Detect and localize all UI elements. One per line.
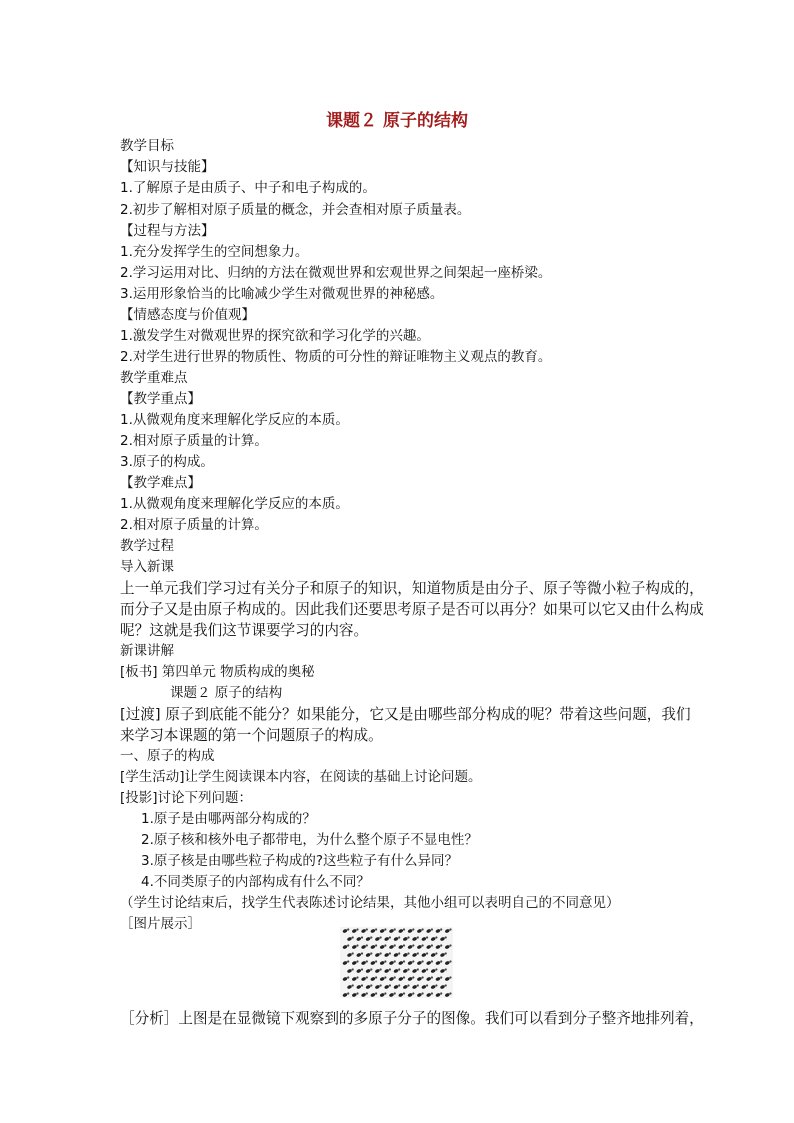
text-line: 2.相对原子质量的计算。	[120, 433, 268, 449]
text-line: 教学目标	[120, 138, 174, 154]
text-line: 导入新课	[120, 559, 174, 575]
text-line: 4.不同类原子的内部构成有什么不同？	[141, 874, 370, 890]
text-line: 【情感态度与价值观】	[120, 307, 255, 323]
molecule-pattern	[340, 927, 453, 998]
text-line: 2.学习运用对比、归纳的方法在微观世界和宏观世界之间架起一座桥梁。	[120, 265, 552, 281]
text-line: [学生活动]让学生阅读课本内容，在阅读的基础上讨论问题。	[120, 769, 482, 785]
text-line: 【过程与方法】	[120, 223, 215, 239]
molecule-microscope-image	[340, 927, 453, 998]
text-line: 来学习本课题的第一个问题原子的构成。	[120, 727, 383, 744]
text-line: 【教学难点】	[120, 475, 201, 491]
text-line: 新课讲解	[120, 643, 174, 659]
text-line: 3.原子核是由哪些粒子构成的?这些粒子有什么异同？	[141, 853, 459, 869]
text-line: 【知识与技能】	[120, 159, 215, 175]
text-line: 1.了解原子是由质子、中子和电子构成的。	[120, 180, 376, 196]
text-line: 1.充分发挥学生的空间想象力。	[120, 244, 309, 260]
text-line: 1.从微观角度来理解化学反应的本质。	[120, 496, 349, 512]
text-line: 一、原子的构成	[120, 748, 215, 764]
text-line: ［图片展示］	[120, 916, 201, 932]
text-line: 课题２ 原子的结构	[170, 685, 283, 701]
text-line: 教学重难点	[120, 370, 188, 386]
text-line: 2.初步了解相对原子质量的概念，并会查相对原子质量表。	[120, 202, 471, 218]
text-line: 3.运用形象恰当的比喻减少学生对微观世界的神秘感。	[120, 286, 444, 302]
text-line: （学生讨论结束后，找学生代表陈述讨论结果，其他小组可以表明自己的不同意见）	[120, 895, 620, 911]
text-line: 呢？这就是我们这节课要学习的内容。	[120, 622, 369, 639]
text-line: 而分子又是由原子构成的。因此我们还要思考原子是否可以再分？如果可以它又由什么构成	[120, 601, 704, 618]
text-line: 上一单元我们学习过有关分子和原子的知识，知道物质是由分子、原子等微小粒子构成的，	[120, 580, 704, 597]
text-line: 【教学重点】	[120, 391, 201, 407]
text-line: 1.从微观角度来理解化学反应的本质。	[120, 412, 349, 428]
text-line: 2.相对原子质量的计算。	[120, 517, 268, 533]
text-line: [过渡] 原子到底能不能分？如果能分，它又是由哪些部分构成的呢？带着这些问题，我们	[120, 706, 691, 723]
text-line: 教学过程	[120, 538, 174, 554]
document-title: 课题２ 原子的结构	[326, 111, 468, 131]
text-line: [板书] 第四单元 物质构成的奥秘	[120, 664, 315, 680]
text-line: 2.原子核和核外电子都带电，为什么整个原子不显电性？	[141, 832, 478, 848]
text-line: 1.原子是由哪两部分构成的？	[141, 811, 316, 827]
text-line: 1.激发学生对微观世界的探究欲和学习化学的兴趣。	[120, 328, 430, 344]
text-line: [投影]讨论下列问题：	[120, 790, 253, 806]
text-line: 2.对学生进行世界的物质性、物质的可分性的辩证唯物主义观点的教育。	[120, 349, 552, 365]
text-line: ［分析］上图是在显微镜下观察到的多原子分子的图像。我们可以看到分子整齐地排列着，	[120, 1010, 704, 1027]
text-line: 3.原子的构成。	[120, 454, 214, 470]
